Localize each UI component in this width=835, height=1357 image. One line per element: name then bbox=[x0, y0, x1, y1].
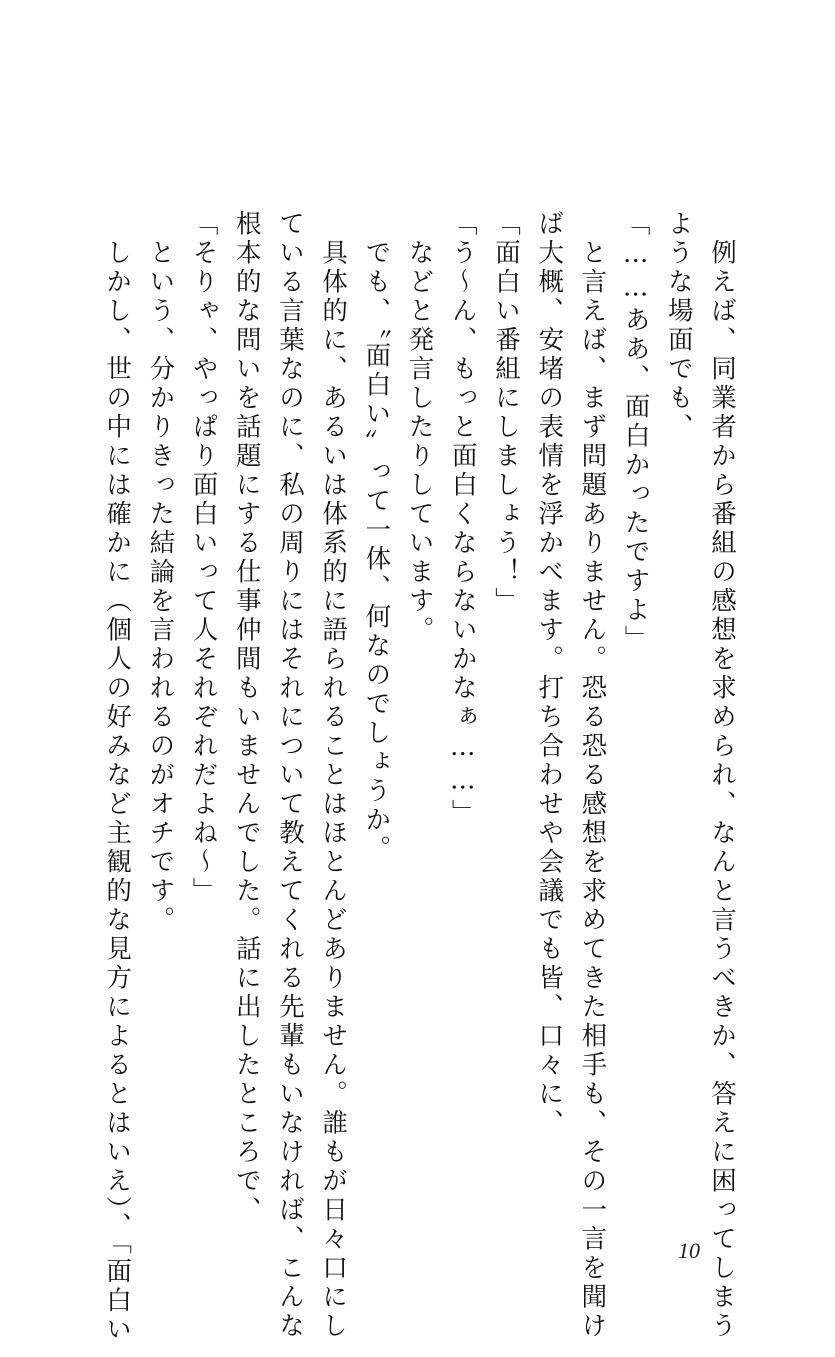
text-line-10: 具体的に、あるいは体系的に語られることはほとんどありません。誰もが日々口にし bbox=[318, 210, 349, 1341]
text-line-11: ている言葉なのに、私の周りにはそれについて教えてくれる先輩もいなければ、こんな bbox=[274, 210, 305, 1341]
text-line-2: ような場面でも、 bbox=[663, 210, 694, 442]
text-line-9: でも、〝面白い〟って一体、何なのでしょうか。 bbox=[361, 210, 392, 865]
text-line-14: という、分かりきった結論を言われるのがオチです。 bbox=[145, 210, 176, 935]
text-line-1: 例えば、同業者から番組の感想を求められ、なんと言うべきか、答えに困ってしまう bbox=[707, 210, 737, 1341]
text-line-12: 根本的な問いを話題にする仕事仲間もいませんでした。話に出したところで、 bbox=[231, 210, 262, 1225]
page-number: 10 bbox=[678, 1238, 700, 1263]
text-line-15: しかし、世の中には確かに（個人の好みなど主観的な見方によるとはいえ）、「面白い bbox=[102, 210, 133, 1345]
text-line-5: ば大概、安堵の表情を浮かべます。打ち合わせや会議でも皆、口々に、 bbox=[534, 210, 565, 1138]
text-line-4: と言えば、まず問題ありません。恐る恐る感想を求めてきた相手も、その一言を聞け bbox=[577, 210, 608, 1341]
text-line-3: 「……ああ、面白かったですよ」 bbox=[620, 210, 651, 654]
text-line-8: などと発言したりしています。 bbox=[404, 210, 435, 645]
text-line-7: 「う～ん、もっと面白くならないかなぁ……」 bbox=[447, 210, 478, 828]
text-line-6: 「面白い番組にしましょう！」 bbox=[490, 210, 521, 616]
text-line-13: 「そりゃ、やっぱり面白いって人それぞれだよね～」 bbox=[188, 210, 219, 906]
